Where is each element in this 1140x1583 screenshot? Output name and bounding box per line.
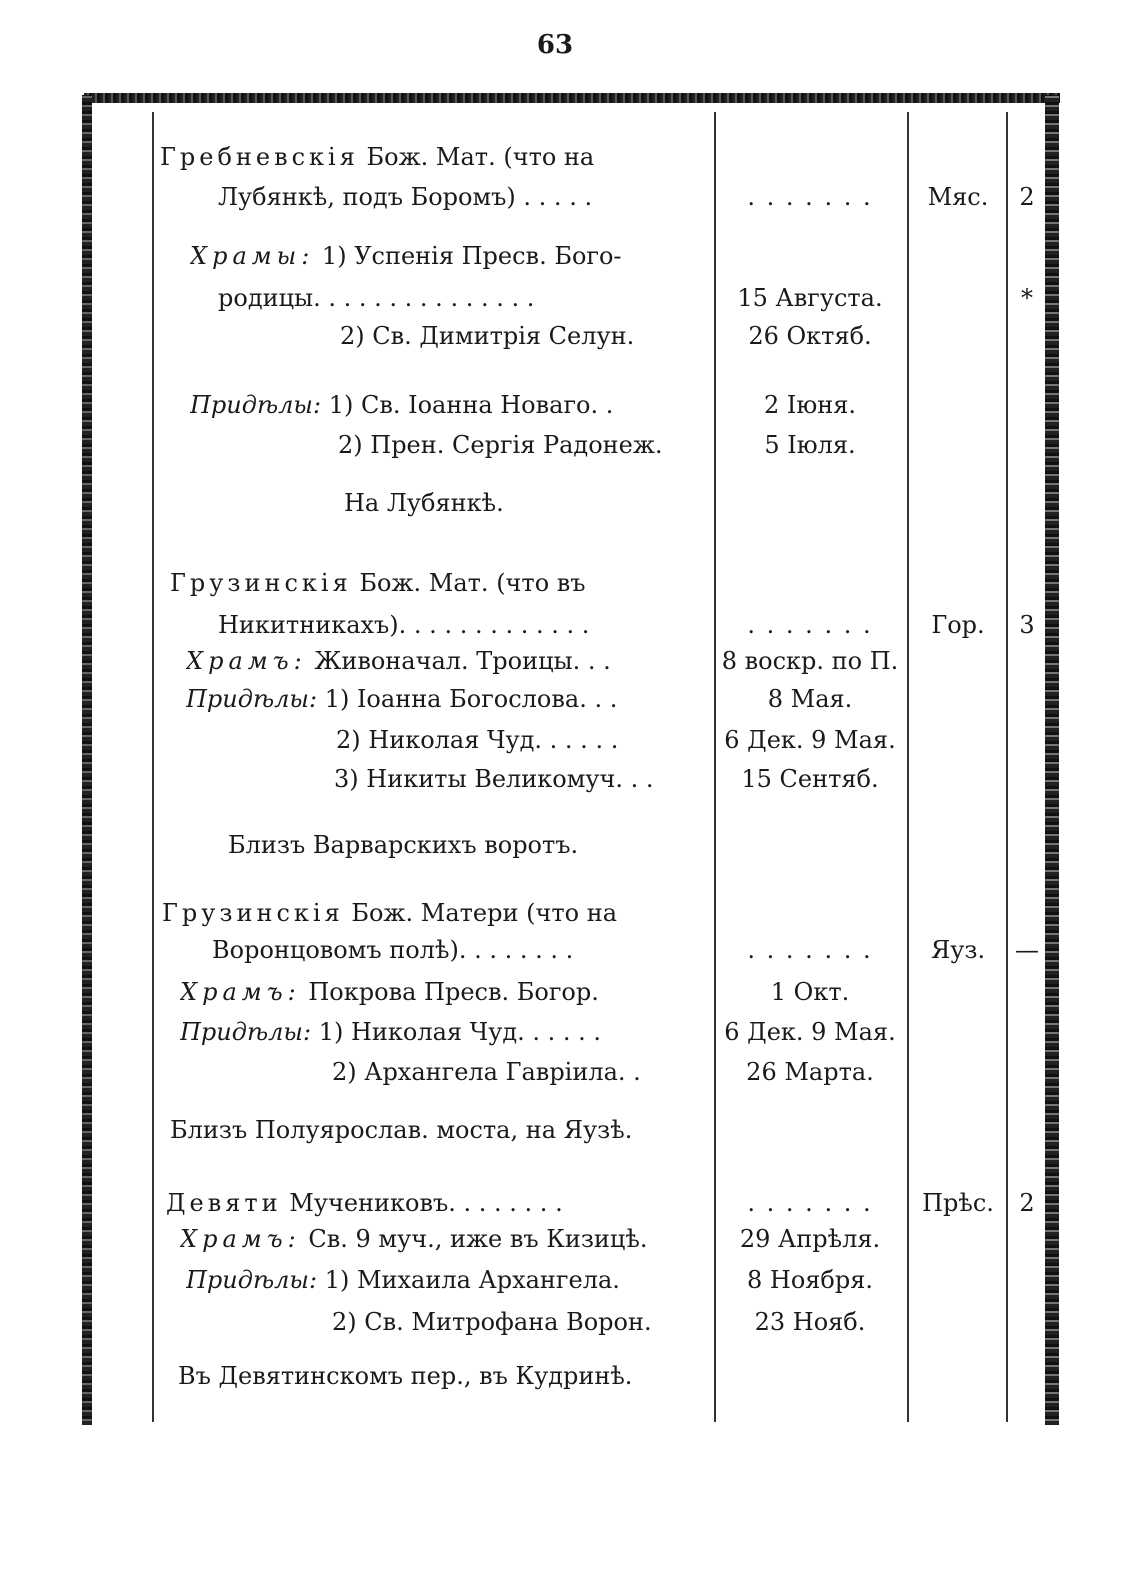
section-label: Придѣлы:	[190, 391, 322, 419]
church-name-cell: 3) Никиты Великомуч. . .	[334, 765, 654, 793]
church-name-cell	[190, 236, 726, 276]
church-name-cell	[186, 679, 722, 719]
table-row	[0, 1052, 1140, 1092]
location-note: Близъ Полуярослав. моста, на Яузѣ.	[170, 1116, 633, 1144]
church-name-cell: 2) Архангела Гавріила. .	[332, 1058, 641, 1086]
district-cell: Яуз.	[930, 936, 986, 964]
table-row	[0, 1110, 1140, 1150]
section-label: Придѣлы:	[186, 685, 318, 713]
church-name-cell: 2) Прен. Сергія Радонеж.	[338, 431, 663, 459]
feast-date-cell: 15 Сентяб.	[741, 765, 879, 793]
table-row	[0, 930, 1140, 970]
section-label: Придѣлы:	[180, 1018, 312, 1046]
section-label: Придѣлы:	[186, 1266, 318, 1294]
table-row	[0, 177, 1140, 217]
church-name-cell: родицы. . . . . . . . . . . . . . .	[218, 284, 535, 312]
feast-date-cell: 26 Октяб.	[748, 322, 872, 350]
location-note: На Лубянкѣ.	[344, 489, 504, 517]
church-name-cell: Лубянкѣ, подъ Боромъ) . . . . .	[218, 183, 593, 211]
table-row	[0, 893, 1140, 933]
church-name-cell	[170, 563, 706, 603]
church-title: Девяти	[166, 1189, 282, 1217]
church-title: Грузинскія	[170, 569, 352, 597]
page-number: 63	[536, 30, 574, 60]
church-name-cell: 2) Св. Митрофана Ворон.	[332, 1308, 652, 1336]
feast-date-cell: 6 Дек. 9 Мая.	[724, 1018, 896, 1046]
church-name-cell: Никитникахъ). . . . . . . . . . . . .	[218, 611, 590, 639]
top-border-rule	[84, 93, 1060, 103]
section-label: Храмъ:	[180, 978, 301, 1006]
section-label: Храмы:	[190, 242, 315, 270]
location-note: Близъ Варварскихъ воротъ.	[228, 831, 579, 859]
church-name-cell	[180, 1012, 716, 1052]
feast-date-cell: 8 Ноября.	[747, 1266, 873, 1294]
table-row	[0, 972, 1140, 1012]
table-row	[0, 641, 1140, 681]
church-text: 1) Св. Іоанна Новаго. .	[321, 391, 614, 419]
church-text: Бож. Мат. (что въ	[351, 569, 586, 597]
church-name-cell	[166, 1183, 702, 1223]
church-text: 1) Успенія Пресв. Бого-	[314, 242, 622, 270]
table-row	[0, 1356, 1140, 1396]
feast-date-cell: 1 Окт.	[770, 978, 850, 1006]
church-name-cell	[180, 972, 716, 1012]
table-row	[0, 563, 1140, 603]
table-row	[0, 1302, 1140, 1342]
table-row	[0, 425, 1140, 465]
feast-date-cell: 5 Іюля.	[764, 431, 856, 459]
feast-date-cell: . . . . . . .	[747, 936, 873, 964]
church-name-cell: Воронцовомъ полѣ). . . . . . . .	[212, 936, 574, 964]
church-name-cell	[190, 385, 726, 425]
table-row	[0, 385, 1140, 425]
district-cell: Мяс.	[927, 183, 989, 211]
table-row	[0, 1012, 1140, 1052]
table-row	[0, 278, 1140, 318]
table-row	[0, 1183, 1140, 1223]
church-title: Грузинскія	[162, 899, 344, 927]
church-text: 1) Николая Чуд. . . . . .	[311, 1018, 602, 1046]
church-text: Живоначал. Троицы. . .	[306, 647, 611, 675]
table-row	[0, 316, 1140, 356]
church-name-cell: 2) Св. Димитрія Селун.	[340, 322, 635, 350]
table-row	[0, 1219, 1140, 1259]
church-text: Покрова Пресв. Богор.	[300, 978, 599, 1006]
table-row	[0, 679, 1140, 719]
table-row	[0, 759, 1140, 799]
table-row	[0, 483, 1140, 523]
number-cell: —	[1015, 936, 1039, 964]
church-name-cell	[180, 1219, 716, 1259]
feast-date-cell: . . . . . . .	[747, 183, 873, 211]
church-text: Бож. Матери (что на	[343, 899, 618, 927]
church-text: Св. 9 муч., иже въ Кизицѣ.	[300, 1225, 648, 1253]
number-cell: 3	[1019, 611, 1035, 639]
feast-date-cell: . . . . . . .	[747, 611, 873, 639]
section-label: Храмъ:	[180, 1225, 301, 1253]
feast-date-cell: 23 Нояб.	[754, 1308, 866, 1336]
church-text: 1) Михаила Архангела.	[317, 1266, 620, 1294]
feast-date-cell: . . . . . . .	[747, 1189, 873, 1217]
feast-date-cell: 8 Мая.	[767, 685, 853, 713]
church-text: Бож. Мат. (что на	[358, 143, 595, 171]
table-row	[0, 236, 1140, 276]
number-cell: 2	[1019, 1189, 1035, 1217]
feast-date-cell: 8 воскр. по П.	[721, 647, 899, 675]
church-text: Мучениковъ. . . . . . . .	[281, 1189, 563, 1217]
feast-date-cell: 6 Дек. 9 Мая.	[724, 726, 896, 754]
location-note: Въ Девятинскомъ пер., въ Кудринѣ.	[178, 1362, 633, 1390]
table-row	[0, 1260, 1140, 1300]
number-cell: 2	[1019, 183, 1035, 211]
church-name-cell	[160, 137, 696, 177]
feast-date-cell: 29 Апрѣля.	[739, 1225, 881, 1253]
feast-date-cell: 2 Іюня.	[763, 391, 857, 419]
number-cell: *	[1021, 284, 1033, 312]
feast-date-cell: 15 Августа.	[737, 284, 883, 312]
church-text: 1) Іоанна Богослова. . .	[317, 685, 618, 713]
church-name-cell	[162, 893, 698, 933]
table-row	[0, 825, 1140, 865]
table-row	[0, 605, 1140, 645]
feast-date-cell: 26 Марта.	[746, 1058, 874, 1086]
table-row	[0, 720, 1140, 760]
church-name-cell	[186, 641, 722, 681]
church-title: Гребневскія	[160, 143, 359, 171]
section-label: Храмъ:	[186, 647, 307, 675]
district-cell: Гор.	[931, 611, 985, 639]
district-cell: Прѣс.	[922, 1189, 994, 1217]
table-row	[0, 137, 1140, 177]
church-name-cell: 2) Николая Чуд. . . . . .	[336, 726, 619, 754]
church-name-cell	[186, 1260, 722, 1300]
